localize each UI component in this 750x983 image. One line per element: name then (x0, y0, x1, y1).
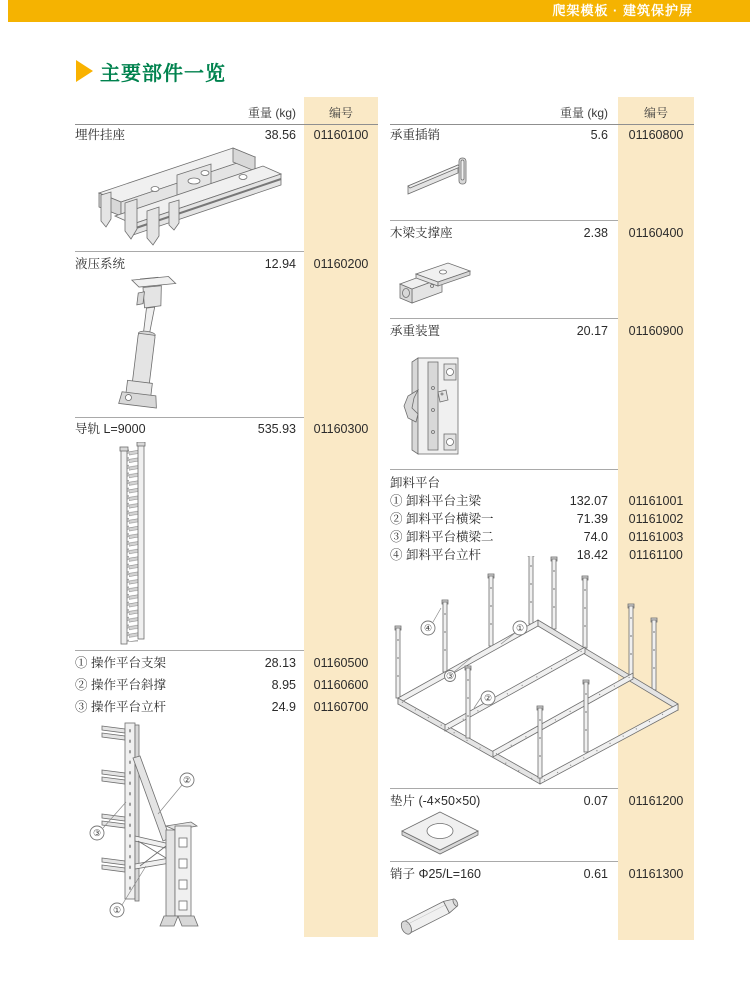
page-header-title: 爬架模板 · 建筑保护屏 (552, 3, 693, 18)
part-weight: 8.95 (271, 678, 296, 692)
part-name: 承重插销 (390, 128, 441, 142)
drawing-load-bearing-pin (402, 146, 482, 206)
row-divider (390, 469, 618, 470)
row-divider (75, 650, 304, 651)
drawing-load-bearing-device (402, 348, 470, 464)
part-name: ③ 卸料平台横梁二 (390, 530, 494, 544)
row-divider (390, 220, 618, 221)
part-code: 01160100 (313, 128, 369, 142)
part-code: 01161002 (628, 512, 684, 526)
part-code: 01160300 (313, 422, 369, 436)
drawing-embedded-hanger-bracket (85, 133, 290, 248)
part-code: 01160600 (313, 678, 369, 692)
row-divider (390, 318, 618, 319)
part-code: 01161001 (628, 494, 684, 508)
part-weight: 20.17 (576, 324, 608, 338)
column-header-code: 编号 (643, 106, 668, 120)
column-header-code: 编号 (328, 106, 353, 120)
part-code: 01161003 (628, 530, 684, 544)
part-weight: 71.39 (576, 512, 608, 526)
part-name: 承重装置 (390, 324, 441, 338)
part-name: ② 操作平台斜撑 (75, 678, 166, 692)
part-name: 埋件挂座 (75, 128, 126, 142)
part-weight: 24.9 (271, 700, 296, 714)
drawing-pin (396, 886, 468, 938)
part-code: 01161100 (629, 548, 683, 562)
callout-label: ④ (423, 623, 433, 633)
part-weight: 5.6 (590, 128, 608, 142)
group-title: 卸料平台 (390, 476, 441, 490)
callout-label: ① (515, 623, 525, 633)
section-title: 主要部件一览 (100, 63, 226, 85)
part-weight: 12.94 (264, 257, 296, 271)
callout-label: ② (483, 693, 493, 703)
part-weight: 132.07 (569, 494, 608, 508)
part-weight: 535.93 (257, 422, 296, 436)
drawing-unloading-platform (388, 556, 690, 788)
header-divider (390, 124, 694, 125)
part-code: 01160200 (313, 257, 369, 271)
part-code: 01161300 (628, 867, 684, 881)
part-name: ④ 卸料平台立杆 (390, 548, 481, 562)
part-name: 液压系统 (75, 257, 126, 271)
header-divider (75, 124, 378, 125)
part-weight: 2.38 (583, 226, 608, 240)
part-weight: 38.56 (264, 128, 296, 142)
drawing-guide-rail (118, 442, 148, 648)
row-divider (390, 788, 618, 789)
row-divider (75, 417, 304, 418)
part-code: 01160500 (313, 656, 369, 670)
drawing-operation-platform-bracket (78, 718, 313, 936)
callout-label: ③ (92, 828, 102, 838)
callout-label: ① (112, 905, 122, 915)
part-weight: 18.42 (576, 548, 608, 562)
part-name: 木梁支撑座 (390, 226, 453, 240)
part-code: 01160800 (628, 128, 684, 142)
part-name: ① 操作平台支架 (75, 656, 166, 670)
part-code: 01161200 (628, 794, 684, 808)
column-header-weight: 重量 (kg) (559, 106, 608, 120)
row-divider (75, 251, 304, 252)
part-weight: 28.13 (264, 656, 296, 670)
triangle-bullet-icon (76, 60, 93, 82)
part-weight: 0.07 (583, 794, 608, 808)
drawing-shim-plate (396, 808, 484, 862)
callout-label: ② (182, 775, 192, 785)
drawing-timber-beam-support (396, 252, 476, 314)
part-name: ① 卸料平台主梁 (390, 494, 481, 508)
column-header-weight: 重量 (kg) (247, 106, 296, 120)
part-name: ③ 操作平台立杆 (75, 700, 166, 714)
part-code: 01160700 (313, 700, 369, 714)
part-weight: 0.61 (583, 867, 608, 881)
part-name: 导轨 L=9000 (75, 422, 146, 436)
part-code: 01160400 (628, 226, 684, 240)
part-code: 01160900 (628, 324, 684, 338)
row-divider (390, 861, 618, 862)
part-name: 销子 Φ25/L=160 (390, 867, 481, 881)
part-weight: 74.0 (583, 530, 608, 544)
part-name: ② 卸料平台横梁一 (390, 512, 494, 526)
callout-label: ③ (445, 671, 455, 681)
code-column-background-left (304, 97, 378, 937)
part-name: 垫片 (-4×50×50) (390, 794, 481, 808)
drawing-hydraulic-system (95, 270, 190, 412)
